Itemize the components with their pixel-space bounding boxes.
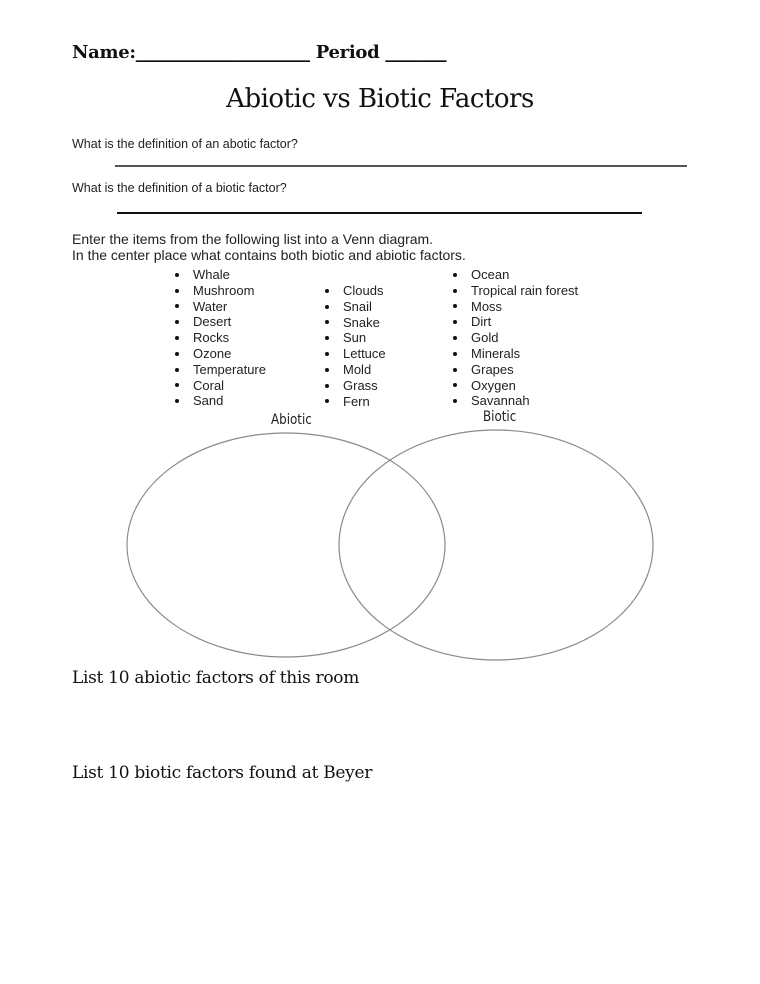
- list-item-label: Water: [193, 298, 228, 314]
- instruction-line-1: Enter the items from the following list into a Venn diagram.: [72, 231, 434, 247]
- list-item-label: Gold: [471, 330, 499, 346]
- prompt-abiotic-room: List 10 abiotic factors of this room: [72, 668, 360, 688]
- list-item-label: Coral: [193, 377, 225, 393]
- venn-circle-biotic[interactable]: [339, 430, 653, 660]
- venn-circle-abiotic[interactable]: [127, 433, 445, 657]
- venn-label-biotic: Biotic: [483, 409, 517, 425]
- list-item-label: Grapes: [471, 361, 514, 377]
- list-item-label: Minerals: [471, 345, 521, 361]
- list-item-label: Clouds: [343, 283, 384, 298]
- list-item-label: Savannah: [471, 393, 530, 409]
- list-item-label: Dirt: [471, 314, 492, 330]
- name-field[interactable]: Name:____________________: [72, 42, 310, 63]
- list-item-label: Snake: [343, 314, 380, 330]
- list-item-label: Lettuce: [343, 346, 386, 362]
- page-title: Abiotic vs Biotic Factors: [226, 84, 534, 114]
- list-item-label: Mold: [343, 361, 372, 377]
- list-item-label: Desert: [193, 314, 232, 330]
- list-item-label: Grass: [343, 377, 378, 393]
- list-item-label: Sand: [193, 393, 224, 409]
- list-item-label: Whale: [193, 267, 230, 282]
- list-item-label: Tropical rain forest: [471, 282, 579, 298]
- list-item-label: Temperature: [193, 361, 266, 377]
- list-item-label: Fern: [343, 393, 370, 409]
- list-item-label: Ozone: [193, 345, 232, 361]
- list-item-label: Mushroom: [193, 282, 255, 298]
- list-item-label: Ocean: [471, 267, 510, 282]
- list-item-label: Oxygen: [471, 377, 516, 393]
- instruction-line-2: In the center place what contains both biotic and abiotic factors.: [72, 247, 466, 263]
- question-abiotic-definition: What is the definition of an abotic factor?: [72, 137, 298, 151]
- period-field[interactable]: Period _______: [315, 42, 447, 63]
- list-item-label: Rocks: [193, 330, 230, 346]
- venn-label-abiotic: Abiotic: [271, 412, 312, 428]
- list-item-label: Sun: [343, 330, 367, 346]
- list-item-label: Snail: [343, 298, 372, 314]
- prompt-biotic-beyer: List 10 biotic factors found at Beyer: [72, 763, 373, 783]
- list-item-label: Moss: [471, 298, 503, 314]
- question-biotic-definition: What is the definition of a biotic factor?: [72, 181, 287, 195]
